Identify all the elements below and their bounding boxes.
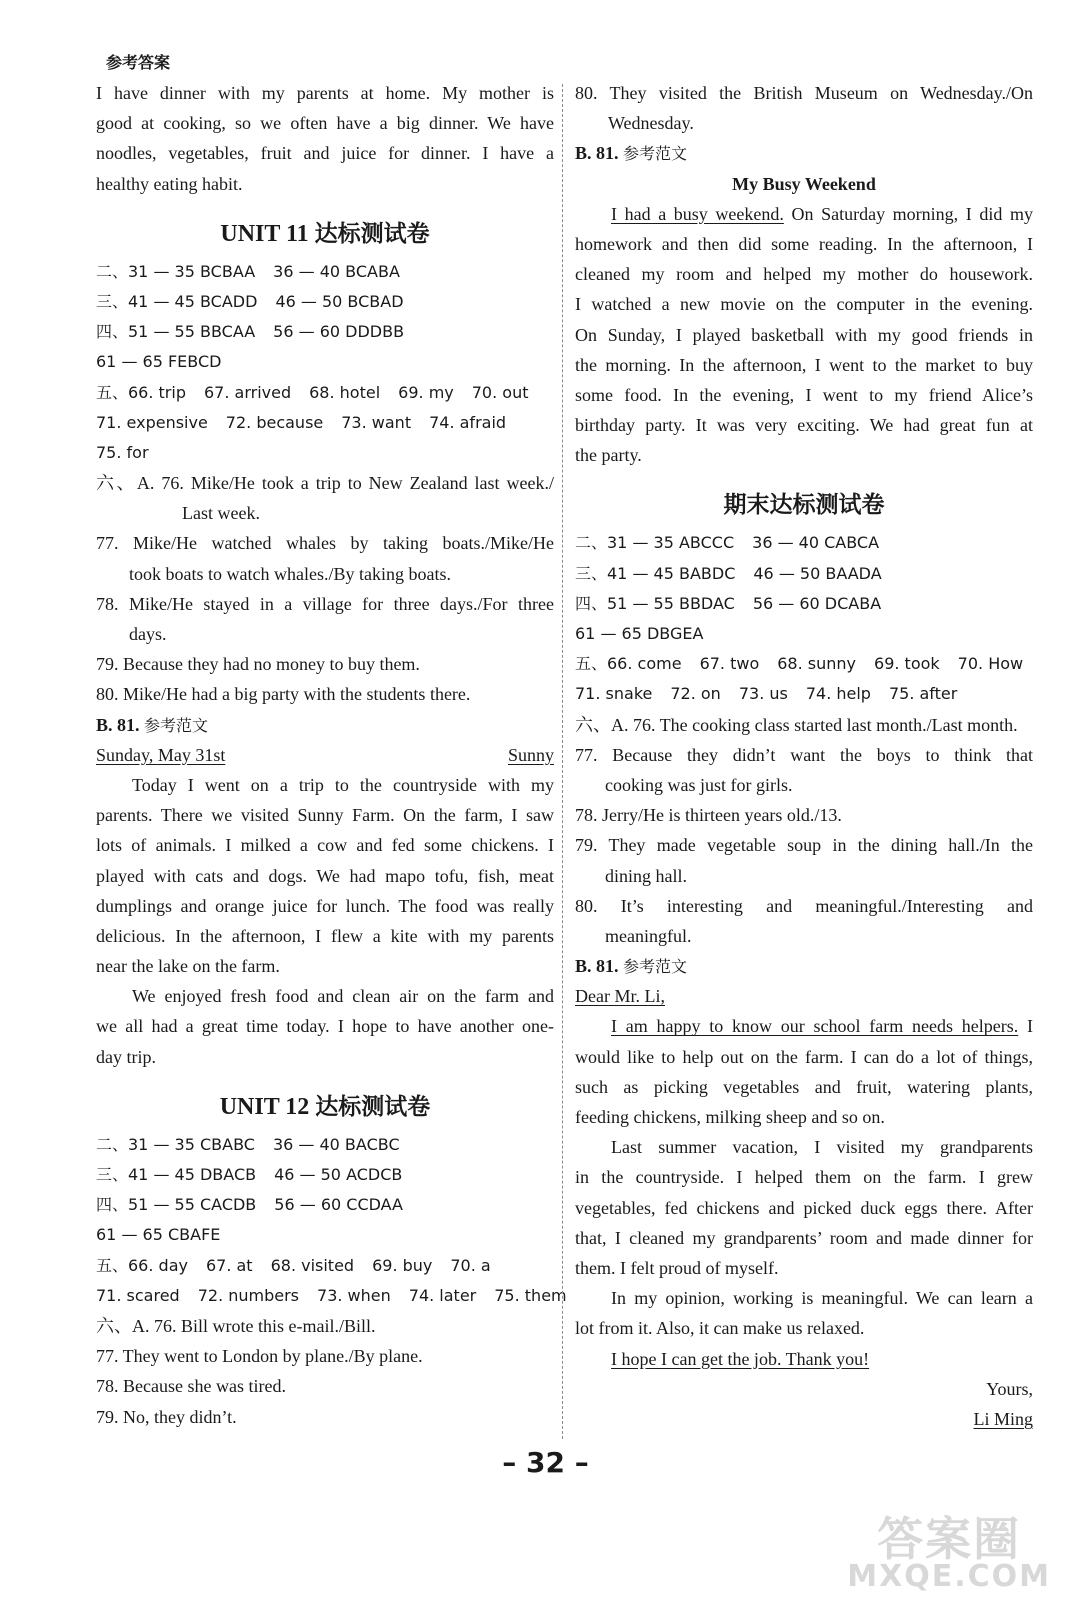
essay-line: near the lake on the farm. bbox=[96, 956, 280, 977]
answer-cell: 72. on bbox=[670, 684, 721, 704]
answer-cell: 四、51 — 55 CACDB bbox=[96, 1195, 257, 1215]
qa-line: 78. Because she was tired. bbox=[96, 1376, 286, 1397]
q80-answer bbox=[575, 78, 1033, 138]
b-cn-label: 参考范文 bbox=[144, 715, 209, 735]
answer-row bbox=[96, 1281, 567, 1311]
essay-line: played with cats and dogs. We had mapo tofu, fish, meat bbox=[96, 865, 554, 886]
watermark-logo bbox=[847, 1512, 1051, 1594]
answer-row bbox=[96, 378, 554, 408]
final-exam-title bbox=[575, 490, 1033, 520]
letter-text: I bbox=[1018, 1016, 1034, 1037]
section-b-label bbox=[575, 951, 1033, 981]
essay-line: dumplings and orange juice for lunch. The food was really bbox=[96, 895, 554, 916]
qa-line: 78. Mike/He stayed in a village for three days./For three bbox=[96, 593, 554, 614]
answer-row bbox=[575, 559, 1033, 589]
answer-cell: 68. visited bbox=[270, 1255, 355, 1275]
letter-greeting: Dear Mr. Li, bbox=[575, 986, 665, 1007]
answer-cell: 75. for bbox=[96, 442, 149, 462]
answer-row bbox=[575, 589, 1033, 619]
column-divider bbox=[562, 84, 563, 1439]
unit11-title-en: UNIT 11 bbox=[220, 220, 309, 247]
final-qa bbox=[575, 710, 1033, 952]
essay-line: the party. bbox=[575, 445, 642, 466]
letter-line: that, I cleaned my grandparents’ room and made dinner for bbox=[575, 1227, 1033, 1248]
essay-line: lots of animals. I milked a cow and fed some chickens. I bbox=[96, 835, 554, 856]
answer-row bbox=[575, 619, 1033, 649]
answer-cell: 56 — 60 CCDAA bbox=[274, 1195, 403, 1215]
answer-row bbox=[96, 257, 554, 287]
text-line: I have dinner with my parents at home. My mother is bbox=[96, 83, 554, 103]
answer-cell: 二、31 — 35 BCBAA bbox=[96, 261, 256, 281]
letter-signoff: Yours, bbox=[986, 1378, 1033, 1399]
unit12-answers bbox=[96, 1130, 567, 1311]
unit12-title bbox=[96, 1092, 554, 1122]
right-column bbox=[575, 78, 1033, 1434]
answer-cell: 73. when bbox=[317, 1285, 391, 1305]
essay-line: cleaned my room and helped my mother do housework. bbox=[575, 264, 1033, 285]
answer-row bbox=[96, 408, 554, 438]
b-cn-label: 参考范文 bbox=[623, 144, 688, 164]
qa-line: 79. They made vegetable soup in the dining hall./In the bbox=[575, 835, 1033, 856]
unit11-answers bbox=[96, 257, 554, 468]
answer-cell: 46 — 50 ACDCB bbox=[274, 1165, 403, 1184]
b-cn-label: 参考范文 bbox=[623, 957, 688, 977]
answer-cell: 69. buy bbox=[372, 1255, 433, 1275]
answer-cell: 56 — 60 DCABA bbox=[752, 593, 882, 613]
answer-cell: 73. want bbox=[341, 412, 412, 432]
answer-cell: 71. scared bbox=[96, 1285, 180, 1305]
left-column bbox=[96, 78, 567, 1432]
letter-line: them. I felt proud of myself. bbox=[575, 1257, 779, 1278]
answer-cell: 61 — 65 DBGEA bbox=[575, 624, 704, 644]
answer-cell: 68. hotel bbox=[309, 382, 381, 402]
essay-line: day trip. bbox=[96, 1046, 156, 1067]
letter bbox=[575, 981, 1033, 1434]
diary-date: Sunday, May 31st bbox=[96, 744, 226, 765]
letter-signature: Li Ming bbox=[973, 1408, 1033, 1429]
answer-cell: 69. took bbox=[874, 654, 940, 674]
answer-row bbox=[96, 347, 554, 377]
answer-row bbox=[96, 1160, 554, 1190]
essay-line: We enjoyed fresh food and clean air on the farm and bbox=[132, 986, 554, 1007]
qa-line: 77. Because they didn’t want the boys to think that bbox=[575, 744, 1033, 765]
answer-cell: 68. sunny bbox=[777, 654, 857, 674]
answer-row bbox=[96, 317, 554, 347]
qa-line: 77. Mike/He watched whales by taking boats./Mike/He bbox=[96, 533, 554, 554]
letter-line: in the countryside. I helped them on the farm. I grew bbox=[575, 1167, 1033, 1188]
answer-row bbox=[96, 1251, 554, 1281]
answer-row bbox=[96, 1190, 554, 1220]
answer-cell: 36 — 40 BCABA bbox=[273, 261, 400, 281]
diary-weather: Sunny bbox=[507, 744, 554, 765]
answer-row bbox=[575, 679, 1033, 709]
answer-cell: 五、66. come bbox=[575, 654, 682, 674]
qa-line: cooking was just for girls. bbox=[605, 774, 793, 795]
qa-line: 六、A. 76. Mike/He took a trip to New Zealand last week./ bbox=[96, 473, 554, 494]
page-header: 参考答案 bbox=[106, 53, 171, 72]
essay-line: birthday party. It was very exciting. We had great fun at bbox=[575, 415, 1033, 436]
essay-line: some food. In the evening, I went to my friend Alice’s bbox=[575, 384, 1033, 405]
answer-cell: 五、66. day bbox=[96, 1255, 188, 1275]
answer-row bbox=[575, 528, 1033, 558]
letter-line: vegetables, fed chickens and picked duck eggs there. After bbox=[575, 1197, 1033, 1218]
watermark-top: 答案圈 bbox=[877, 1512, 1022, 1566]
essay-text: On Saturday morning, I did my bbox=[783, 203, 1033, 224]
answer-cell: 67. two bbox=[699, 654, 760, 674]
answer-cell: 56 — 60 DDDBB bbox=[273, 322, 405, 342]
qa-line: 六、A. 76. Bill wrote this e-mail./Bill. bbox=[96, 1315, 376, 1336]
answer-cell: 36 — 40 CABCA bbox=[752, 533, 880, 553]
essay-topic-sentence: I had a busy weekend. bbox=[611, 203, 784, 224]
qa-line: dining hall. bbox=[605, 865, 687, 886]
answer-cell: 74. afraid bbox=[429, 412, 507, 432]
answer-cell: 72. numbers bbox=[197, 1285, 300, 1305]
answer-cell: 75. them bbox=[494, 1285, 567, 1305]
unit11-qa bbox=[96, 468, 554, 710]
qa-line: Last week. bbox=[182, 503, 260, 524]
essay-line: homework and then did some reading. In the afternoon, I bbox=[575, 233, 1033, 254]
answer-cell: 四、51 — 55 BBCAA bbox=[96, 322, 256, 342]
qa-line: took boats to watch whales./By taking boats. bbox=[129, 563, 451, 584]
answer-cell: 69. my bbox=[398, 382, 454, 402]
answer-cell: 70. out bbox=[471, 382, 529, 402]
text-line: noodles, vegetables, fruit and juice for dinner. I have a bbox=[96, 143, 554, 164]
answer-cell: 61 — 65 CBAFE bbox=[96, 1225, 221, 1245]
unit11-title bbox=[96, 219, 554, 249]
answer-cell: 75. after bbox=[888, 684, 958, 704]
qa-line: Wednesday. bbox=[608, 113, 694, 134]
text-line: good at cooking, so we often have a big dinner. We have bbox=[96, 113, 554, 134]
answer-row bbox=[96, 438, 554, 468]
section-b-label bbox=[575, 138, 1033, 168]
final-title-cn: 期末达标测试卷 bbox=[723, 492, 885, 519]
answer-cell: 74. later bbox=[408, 1285, 477, 1305]
answer-cell: 70. a bbox=[450, 1255, 491, 1275]
letter-line: lot from it. Also, it can make us relaxed. bbox=[575, 1318, 865, 1339]
unit12-title-en: UNIT 12 bbox=[219, 1093, 310, 1120]
letter-opening: I am happy to know our school farm needs helpers. bbox=[611, 1016, 1019, 1037]
qa-line: 六、A. 76. The cooking class started last month./Last month. bbox=[575, 714, 1018, 735]
answer-cell: 三、41 — 45 BABDC bbox=[575, 563, 736, 583]
qa-line: 80. It’s interesting and meaningful./Interesting and bbox=[575, 895, 1033, 916]
essay-line: parents. There we visited Sunny Farm. On the farm, I saw bbox=[96, 805, 554, 826]
b-label: B. 81. bbox=[96, 714, 140, 735]
essay-line bbox=[575, 199, 1033, 229]
qa-line: 79. No, they didn’t. bbox=[96, 1406, 237, 1427]
answer-row bbox=[96, 1220, 554, 1250]
answer-cell: 二、31 — 35 CBABC bbox=[96, 1134, 255, 1154]
answer-cell: 67. at bbox=[205, 1255, 253, 1275]
letter-line: In my opinion, working is meaningful. We can learn a bbox=[611, 1288, 1033, 1309]
letter-line bbox=[575, 1011, 1033, 1041]
b-label: B. 81. bbox=[575, 143, 619, 164]
qa-line: 80. They visited the British Museum on Wednesday./On bbox=[575, 83, 1033, 103]
answer-cell: 46 — 50 BCBAD bbox=[275, 291, 404, 311]
answer-cell: 61 — 65 FEBCD bbox=[96, 352, 222, 372]
essay-line: On Sunday, I played basketball with my good friends in bbox=[575, 324, 1033, 345]
essay-line: we all had a great time today. I hope to have another one- bbox=[96, 1016, 554, 1037]
essay-line: the morning. In the afternoon, I went to the market to buy bbox=[575, 354, 1033, 375]
watermark-bottom: MXQE.COM bbox=[847, 1559, 1051, 1594]
answer-cell: 三、41 — 45 DBACB bbox=[96, 1165, 257, 1184]
answer-row bbox=[96, 1130, 554, 1160]
diary-essay bbox=[96, 770, 554, 1072]
page-number: – 32 – bbox=[502, 1446, 589, 1479]
qa-line: 77. They went to London by plane./By plane. bbox=[96, 1346, 423, 1367]
answer-cell: 四、51 — 55 BBDAC bbox=[575, 593, 735, 613]
section-b-label bbox=[96, 710, 554, 740]
text-line: healthy eating habit. bbox=[96, 173, 243, 194]
essay-line: Today I went on a trip to the countryside with my bbox=[132, 774, 554, 795]
answer-cell: 71. expensive bbox=[96, 412, 208, 432]
letter-closing: I hope I can get the job. Thank you! bbox=[611, 1348, 870, 1369]
answer-row bbox=[96, 287, 554, 317]
answer-cell: 74. help bbox=[805, 684, 871, 704]
unit12-qa bbox=[96, 1311, 554, 1432]
answer-cell: 五、66. trip bbox=[96, 382, 186, 402]
weekend-essay bbox=[575, 199, 1033, 471]
essay-title: My Busy Weekend bbox=[732, 173, 876, 194]
answer-cell: 二、31 — 35 ABCCC bbox=[575, 533, 735, 553]
letter-line: such as picking vegetables and fruit, watering plants, bbox=[575, 1076, 1033, 1097]
qa-line: 79. Because they had no money to buy them. bbox=[96, 654, 420, 675]
letter-line: feeding chickens, milking sheep and so on. bbox=[575, 1107, 885, 1128]
answer-cell: 三、41 — 45 BCADD bbox=[96, 291, 258, 311]
unit12-title-cn: 达标测试卷 bbox=[315, 1093, 431, 1120]
letter-line: Last summer vacation, I visited my grandparents bbox=[611, 1137, 1033, 1158]
qa-line: days. bbox=[129, 624, 167, 644]
essay-line: delicious. In the afternoon, I flew a kite with my parents bbox=[96, 925, 554, 946]
letter-line: would like to help out on the farm. I can do a lot of things, bbox=[575, 1046, 1033, 1067]
answer-cell: 67. arrived bbox=[204, 382, 292, 402]
final-answers bbox=[575, 528, 1033, 709]
intro-paragraph bbox=[96, 78, 554, 199]
b-label: B. 81. bbox=[575, 956, 619, 977]
diary-header bbox=[96, 740, 554, 770]
qa-line: meaningful. bbox=[605, 925, 692, 946]
qa-line: 78. Jerry/He is thirteen years old./13. bbox=[575, 805, 842, 826]
answer-cell: 46 — 50 BAADA bbox=[753, 563, 882, 583]
answer-cell: 71. snake bbox=[575, 684, 653, 704]
unit11-title-cn: 达标测试卷 bbox=[314, 220, 430, 247]
answer-cell: 70. How bbox=[957, 654, 1024, 674]
answer-cell: 73. us bbox=[738, 684, 788, 704]
answer-cell: 36 — 40 BACBC bbox=[272, 1134, 400, 1154]
answer-row bbox=[575, 649, 1033, 679]
essay-line: I watched a new movie on the computer in the evening. bbox=[575, 294, 1033, 315]
qa-line: 80. Mike/He had a big party with the students there. bbox=[96, 684, 471, 705]
answer-cell: 72. because bbox=[225, 412, 324, 432]
